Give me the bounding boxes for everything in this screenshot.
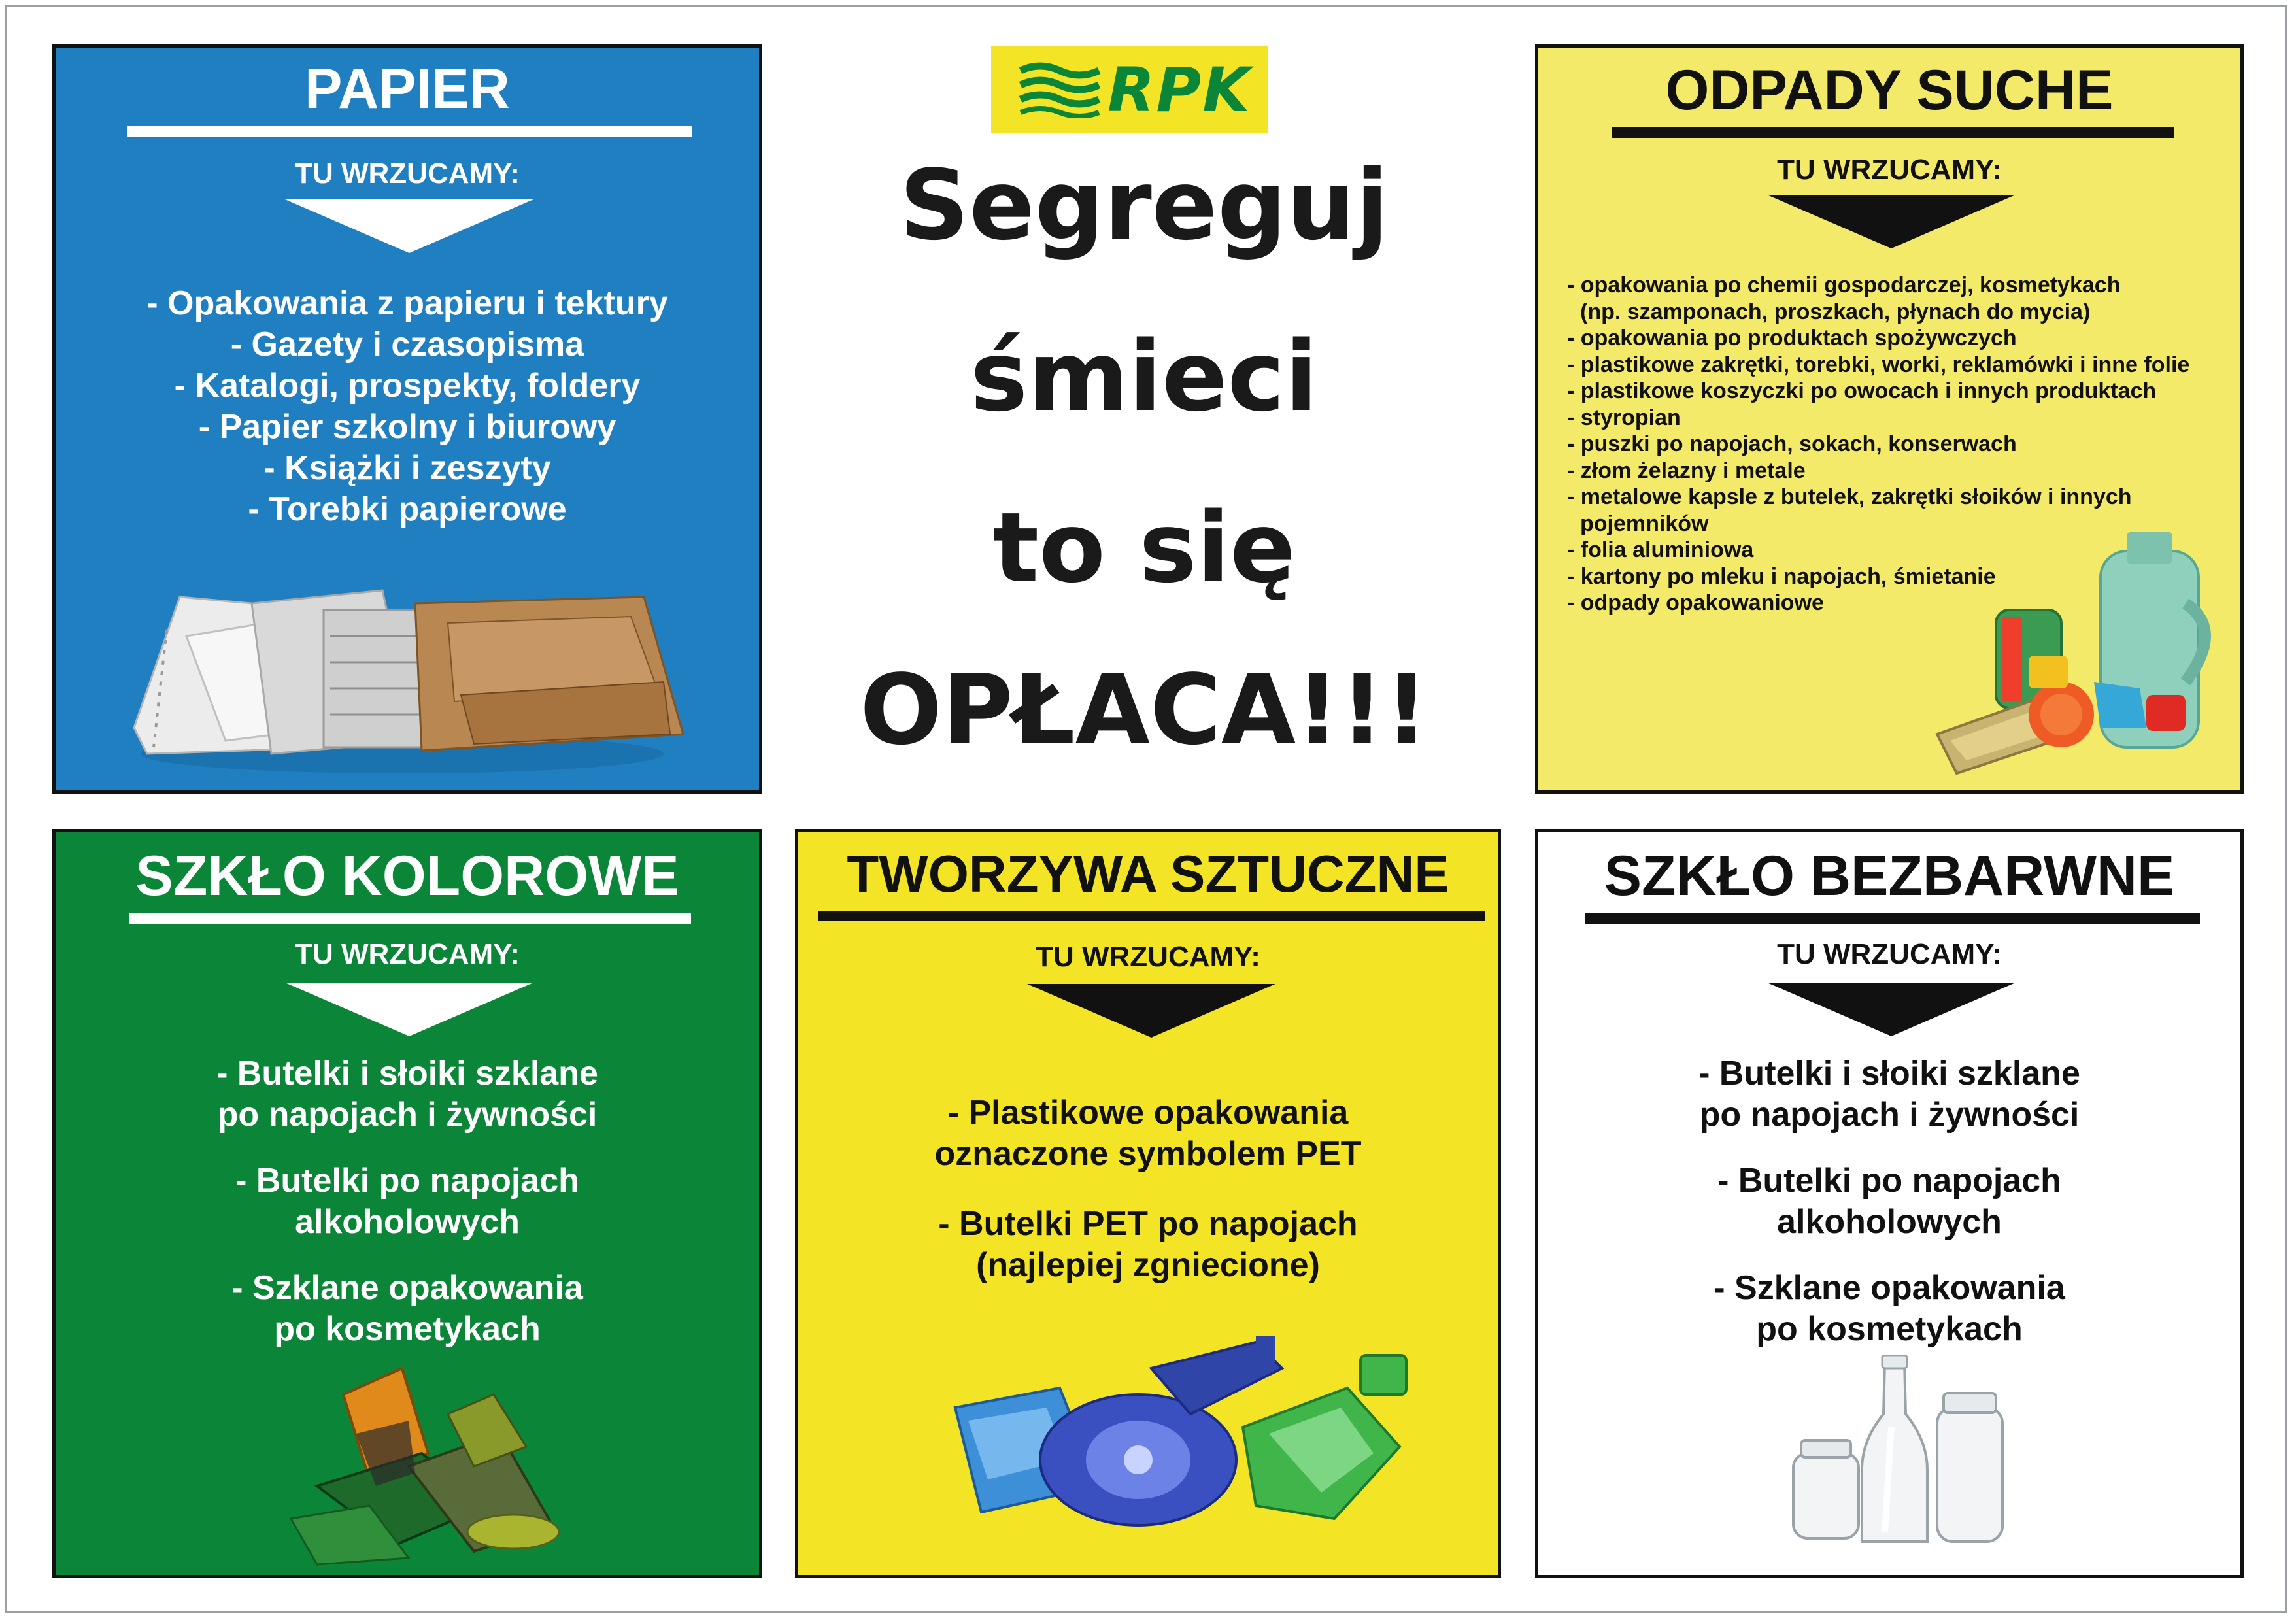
list-item: - opakowania po produktach spożywczych — [1567, 326, 2017, 350]
colored-glass-illustration — [278, 1355, 592, 1571]
list-item: - kartony po mleku i napojach, śmietanie — [1567, 564, 1996, 589]
clear-glass-illustration — [1787, 1355, 2009, 1551]
list-item: (np. szamponach, proszkach, płynach do mycia) — [1580, 299, 2091, 324]
paper-waste-illustration — [108, 558, 696, 780]
list-item: - Butelki po napojach — [1717, 1162, 2061, 1200]
panel-papier — [52, 44, 762, 794]
dry-waste-illustration — [1931, 532, 2231, 786]
panel-item-list — [798, 1092, 1498, 1286]
list-item: - opakowania po chemii gospodarczej, kosmetykach — [1567, 273, 2121, 297]
list-item: - Butelki po napojach — [235, 1162, 579, 1200]
list-item: - odpady opakowaniowe — [1567, 590, 1824, 615]
list-item: - puszki po napojach, sokach, konserwach — [1567, 431, 2017, 456]
panel-title: SZKŁO KOLOROWE — [135, 845, 679, 907]
list-item: - Plastikowe opakowania — [947, 1094, 1349, 1132]
panel-szklo-bezbarwne — [1535, 829, 2244, 1578]
list-item: - styropian — [1567, 405, 1681, 430]
list-item: oznaczone symbolem PET — [934, 1135, 1362, 1173]
panel-tworzywa-sztuczne — [795, 829, 1501, 1578]
down-arrow-icon — [285, 983, 533, 1036]
list-item: - folia aluminiowa — [1567, 537, 1754, 562]
panel-subtitle: TU WRZUCAMY: — [1036, 941, 1260, 973]
list-item: - Opakowania z papieru i tektury — [146, 284, 668, 322]
down-arrow-icon — [285, 199, 533, 253]
list-item: alkoholowych — [1777, 1203, 2002, 1241]
panel-subtitle: TU WRZUCAMY: — [295, 938, 520, 970]
slogan-line-4: OPŁACA!!! — [860, 654, 1428, 766]
list-item: - Książki i zeszyty — [263, 449, 551, 487]
list-item: - plastikowe koszyczki po owocach i innych produktach — [1567, 379, 2157, 403]
list-item: - Butelki i słoiki szklane — [216, 1055, 598, 1092]
panel-item-list — [1538, 1053, 2240, 1350]
panel-item-list — [56, 283, 759, 530]
list-item: - Torebki papierowe — [248, 490, 567, 528]
list-item: - Szklane opakowania — [231, 1269, 583, 1307]
title-underline — [129, 913, 691, 924]
list-item: po napojach i żywności — [217, 1096, 598, 1134]
panel-title: TWORZYWA SZTUCZNE — [847, 845, 1449, 903]
down-arrow-icon — [1027, 984, 1275, 1038]
list-item: - plastikowe zakrętki, torebki, worki, reklamówki i inne folie — [1567, 352, 2190, 377]
slogan-line-3: to się — [992, 492, 1296, 604]
list-item: - złom żelazny i metale — [1567, 458, 1806, 483]
panel-item-list — [56, 1053, 759, 1350]
list-item: po kosmetykach — [274, 1310, 541, 1348]
title-underline — [1612, 127, 2174, 138]
title-underline — [818, 911, 1485, 921]
list-item: (najlepiej zgniecione) — [976, 1246, 1320, 1284]
down-arrow-icon — [1767, 983, 2016, 1036]
list-item: - Butelki PET po napojach — [938, 1205, 1358, 1243]
down-arrow-icon — [1767, 195, 2016, 248]
panel-subtitle: TU WRZUCAMY: — [295, 158, 520, 190]
title-underline — [1585, 913, 2200, 924]
panel-odpady-suche — [1535, 44, 2244, 794]
rpk-logo — [991, 46, 1268, 133]
plastic-bottles-illustration — [929, 1329, 1439, 1538]
title-underline — [127, 126, 692, 137]
slogan-line-1: Segreguj — [899, 149, 1389, 262]
panel-title: PAPIER — [305, 58, 510, 120]
panel-title: SZKŁO BEZBARWNE — [1604, 845, 2175, 907]
list-item: - Papier szkolny i biurowy — [198, 408, 616, 446]
list-item: po napojach i żywności — [1699, 1096, 2080, 1134]
list-item: po kosmetykach — [1756, 1310, 2023, 1348]
list-item: - metalowe kapsle z butelek, zakrętki słoików i innych — [1567, 484, 2132, 509]
logo-text: RPK — [1107, 55, 1252, 126]
list-item: - Katalogi, prospekty, foldery — [174, 367, 641, 405]
slogan-line-2: śmieci — [970, 320, 1318, 433]
list-item: - Szklane opakowania — [1714, 1269, 2065, 1307]
panel-title: ODPADY SUCHE — [1665, 59, 2114, 122]
panel-szklo-kolorowe — [52, 829, 762, 1578]
wave-logo-icon — [1017, 61, 1102, 118]
list-item: alkoholowych — [295, 1203, 520, 1241]
list-item: - Gazety i czasopisma — [230, 326, 584, 363]
list-item: pojemników — [1580, 511, 1709, 536]
panel-subtitle: TU WRZUCAMY: — [1777, 938, 2002, 970]
panel-subtitle: TU WRZUCAMY: — [1777, 154, 2002, 186]
list-item: - Butelki i słoiki szklane — [1698, 1055, 2080, 1092]
